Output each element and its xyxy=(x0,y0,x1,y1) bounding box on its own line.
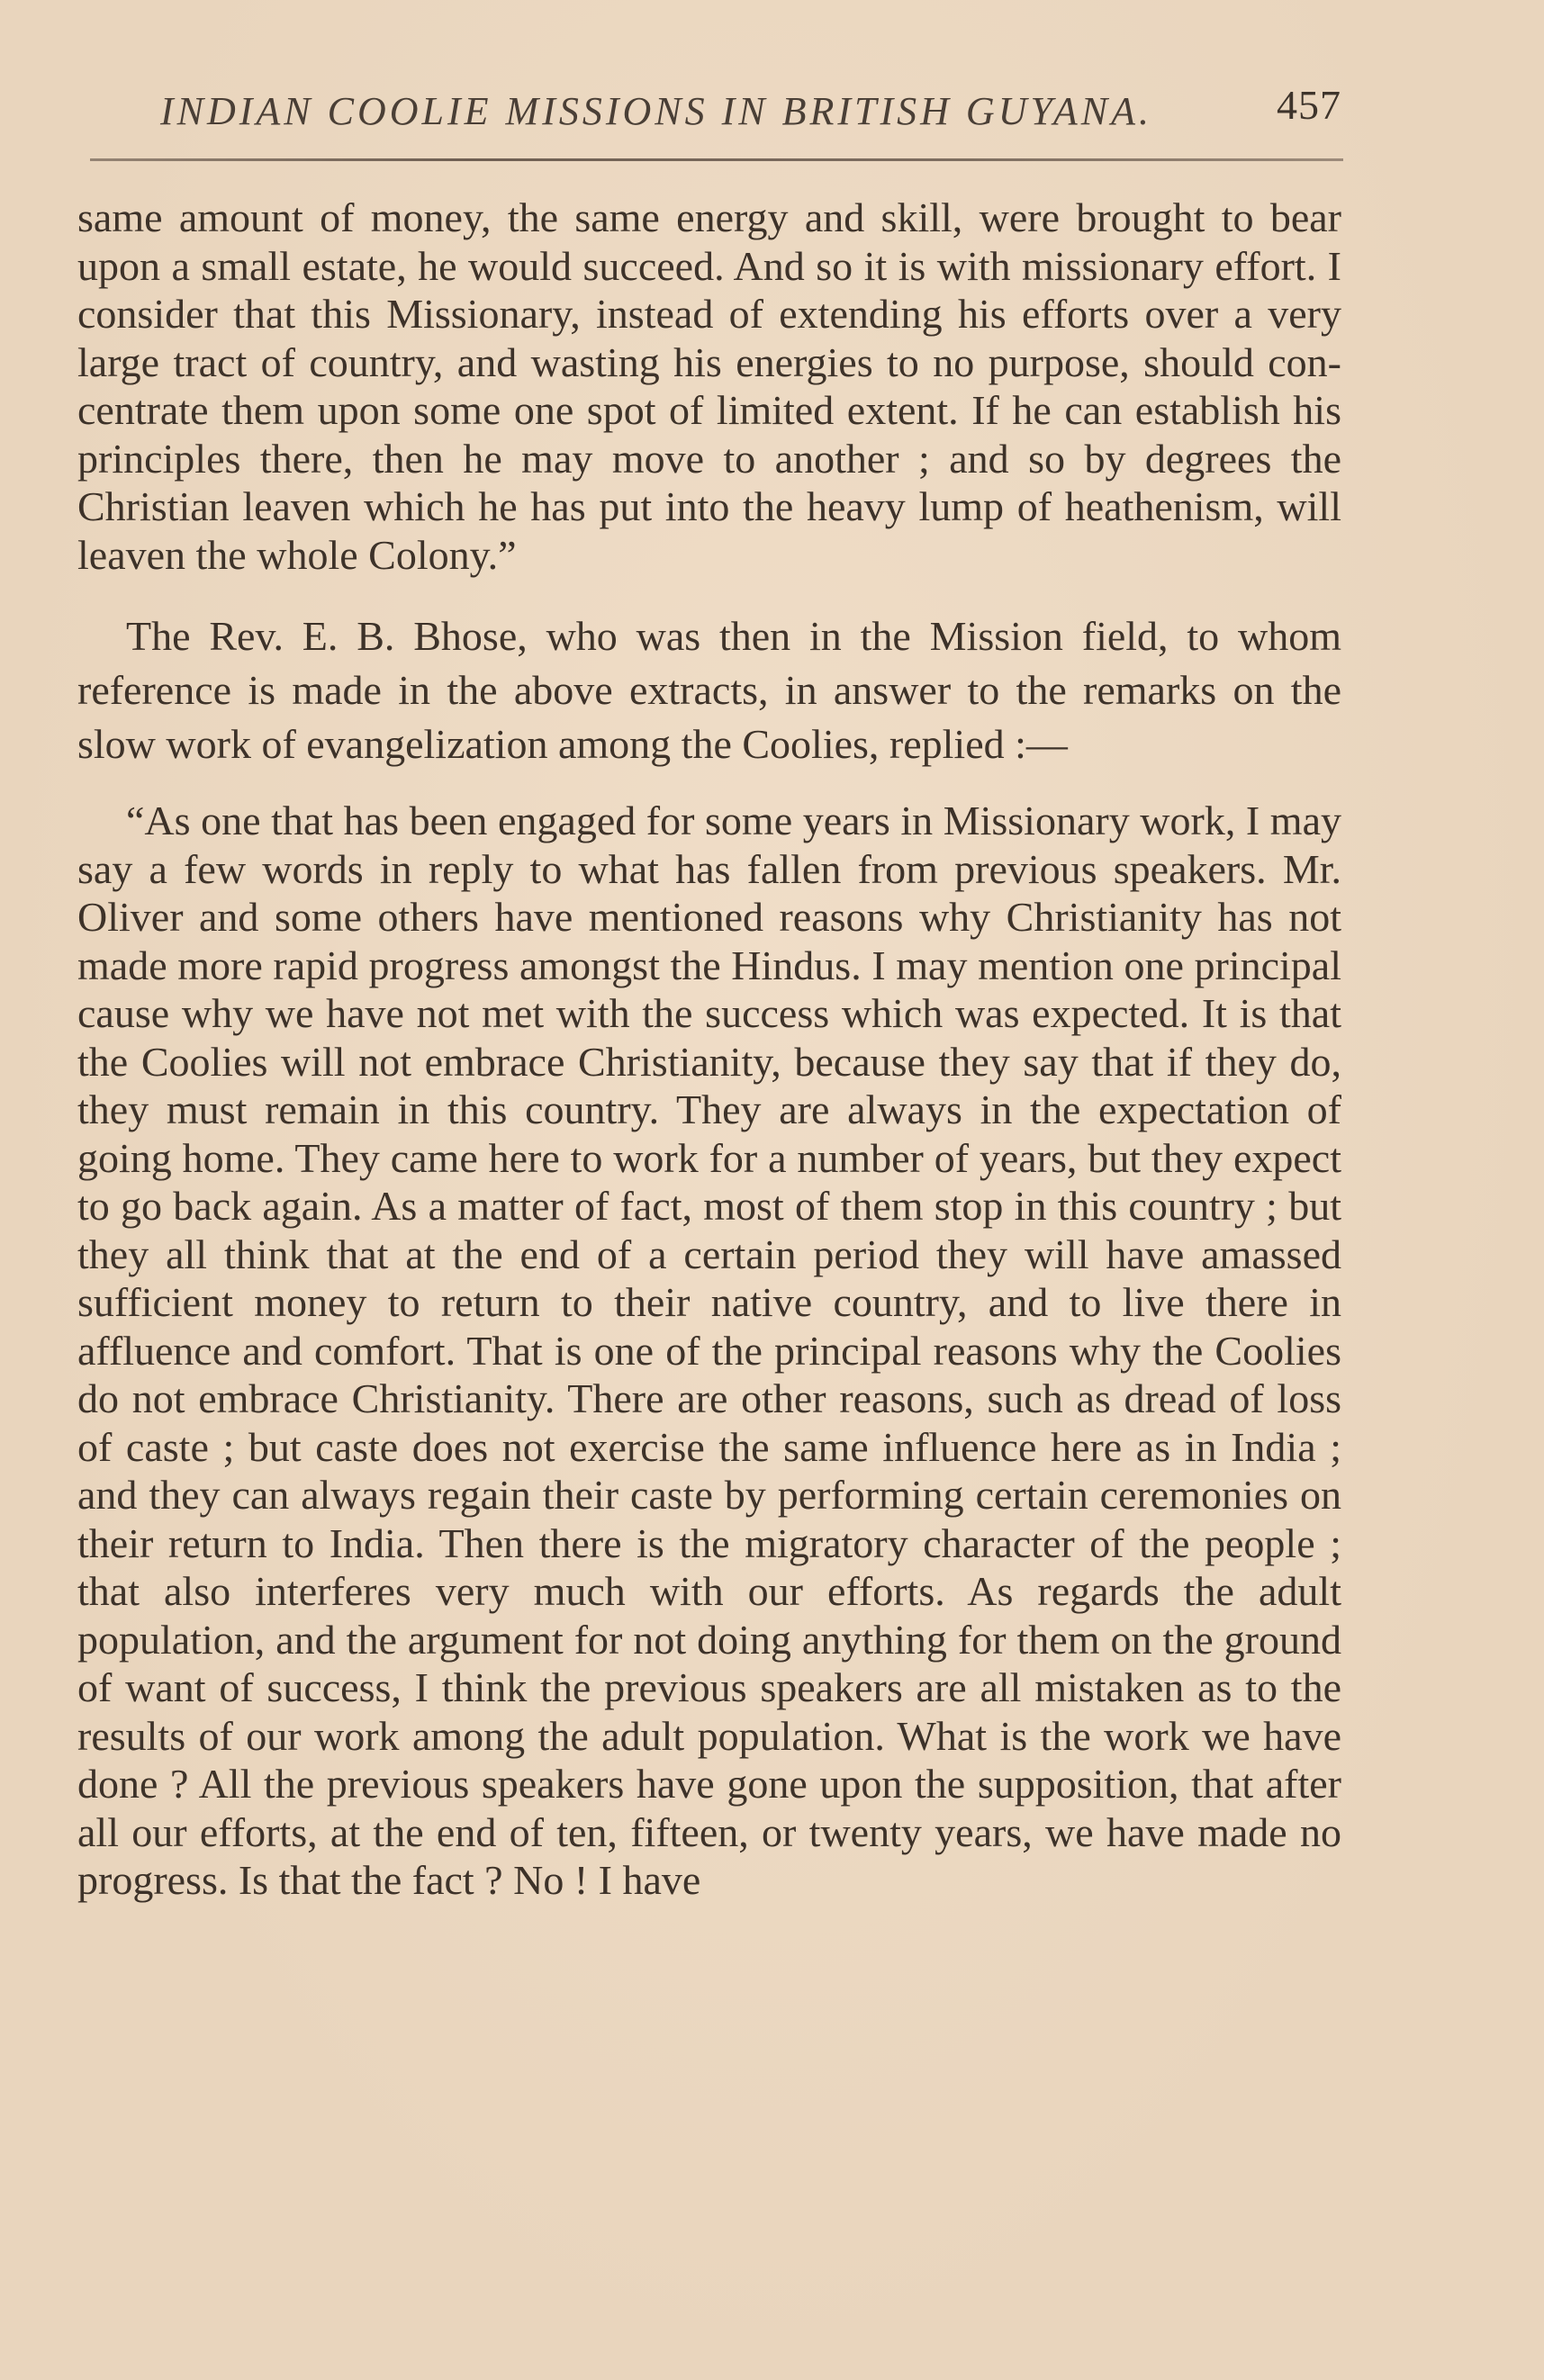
body-text xyxy=(77,194,1341,1905)
paragraph-continuation: same amount of money, the same energy and skill, were brought to bear upon a small estate, he would succeed. And so it is with missionary effort. I consider that this Missionary, instead of extending his efforts over a very large tract of country, and wasting his energies to no purpose, should concentrate them upon some one spot of limited extent. If he can establish his principles there, then he may move to another ; and so by degrees the Christian leaven which he has put into the heavy lump of heathenism, will leaven the whole Colony.” xyxy=(77,194,1341,578)
paragraph-bhose-intro: The Rev. E. B. Bhose, who was then in the Mission field, to whom reference is made in the above extracts, in answer to the remarks on the slow work of evangelization among the Coolies, replied :— xyxy=(77,613,1341,767)
running-title: INDIAN COOLIE MISSIONS IN BRITISH GUYANA. xyxy=(160,89,1152,133)
page-header xyxy=(79,81,1341,144)
paragraph-bhose-quote: “As one that has been engaged for some years in Missionary work, I may say a few words in reply to what has fallen from previous speakers. Mr. Oliver and some others have mentioned reasons why Christianity has not made more rapid progress amongst the Hindus. I may mention one principal cause why we have not met with the success which was expected. It is that the Coolies will not embrace Christianity, because they say that if they do, they must remain in this country. They are always in the expectation of going home. They came here to work for a number of years, but they expect to go back again. As a matter of fact, most of them stop in this country ; but they all think that at the end of a certain period they will have amassed sufficient money to return to their native country, and to live there in affluence and comfort. That is one of the principal reasons why the Coolies do not embrace Christianity. There are other reasons, such as dread of loss of caste ; but caste does not exercise the same influence here as in India ; and they can always regain their caste by performing certain ceremonies on their return to India. Then there is the migratory character of the people ; that also interferes very much with our efforts. As regards the adult population, and the argument for not doing anything for them on the ground of want of success, I think the previous speakers are all mistaken as to the results of our work among the adult population. What is the work we have done ? All the previous speakers have gone upon the supposition, that after all our efforts, at the end of ten, fifteen, or twenty years, we have made no progress. Is that the fact ? No ! I have xyxy=(77,798,1341,1903)
header-rule xyxy=(90,158,1343,161)
page-number: 457 xyxy=(1277,82,1341,128)
